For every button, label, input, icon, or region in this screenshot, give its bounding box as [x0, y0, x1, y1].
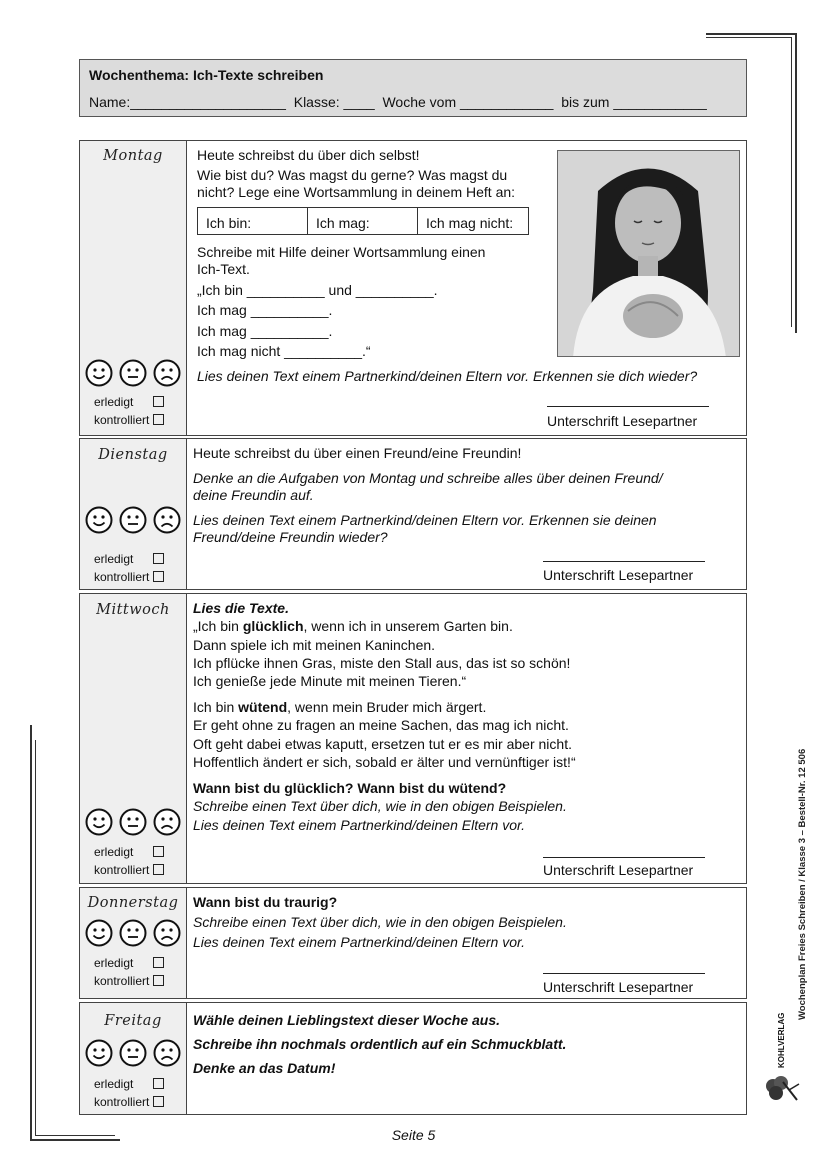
worksheet-header [79, 59, 747, 117]
montag-read-aloud: Lies deinen Text einem Partnerkind/deinen Eltern vor. Erkennen sie dich wieder? [197, 368, 698, 384]
mittwoch-read: Lies deinen Text einem Partnerkind/deinen Eltern vor. [193, 817, 526, 833]
dienstag-task-2: deine Freundin auf. [193, 487, 314, 503]
checkbox-icon[interactable] [153, 846, 164, 857]
smiley-happy-icon[interactable] [85, 808, 113, 836]
smiley-neutral-icon[interactable] [119, 919, 147, 947]
dienstag-task-1: Denke an die Aufgaben von Montag und schreibe alles über deinen Freund/ [193, 470, 663, 486]
smiley-rating[interactable] [85, 359, 181, 387]
mittwoch-text-2-line-4: Hoffentlich ändert er sich, sobald er älter und vernünftiger ist!“ [193, 754, 576, 770]
smiley-sad-icon[interactable] [153, 919, 181, 947]
mittwoch-text-2-line-3: Oft geht dabei etwas kaputt, ersetzen tut er es mir aber nicht. [193, 736, 572, 752]
donnerstag-question: Wann bist du traurig? [193, 894, 338, 910]
dienstag-intro: Heute schreibst du über einen Freund/eine Freundin! [193, 445, 522, 461]
day-sidebar [80, 1003, 187, 1114]
checked-checkbox[interactable]: kontrolliert [94, 570, 164, 584]
donnerstag-read: Lies deinen Text einem Partnerkind/deinen Eltern vor. [193, 934, 526, 950]
day-name: Montag [103, 148, 163, 164]
done-checkbox[interactable]: erledigt [94, 956, 164, 970]
table-cell: Ich mag nicht: [426, 215, 514, 231]
table-cell: Ich mag: [308, 208, 418, 234]
signature-line [543, 857, 705, 858]
smiley-happy-icon[interactable] [85, 1039, 113, 1067]
smiley-neutral-icon[interactable] [119, 808, 147, 836]
freitag-task-3: Denke an das Datum! [193, 1060, 336, 1076]
smiley-neutral-icon[interactable] [119, 506, 147, 534]
day-name: Freitag [104, 1013, 162, 1029]
smiley-sad-icon[interactable] [153, 808, 181, 836]
checked-checkbox[interactable]: kontrolliert [94, 413, 164, 427]
checkbox-icon[interactable] [153, 975, 164, 986]
montag-question-1: Wie bist du? Was magst du gerne? Was magst du [197, 167, 508, 183]
smiley-happy-icon[interactable] [85, 506, 113, 534]
smiley-rating[interactable] [85, 1039, 181, 1067]
mittwoch-heading: Lies die Texte. [193, 600, 289, 616]
checkbox-icon[interactable] [153, 414, 164, 425]
table-cell: Ich bin: [198, 208, 308, 234]
montag-template-3: Ich mag __________. [197, 323, 333, 339]
signature-label: Unterschrift Lesepartner [547, 413, 698, 429]
smiley-rating[interactable] [85, 808, 181, 836]
signature-label: Unterschrift Lesepartner [543, 862, 694, 878]
signature-line [543, 973, 705, 974]
publisher-name: KOHLVERLAG [777, 1012, 786, 1068]
signature-label: Unterschrift Lesepartner [543, 979, 694, 995]
checked-checkbox[interactable]: kontrolliert [94, 974, 164, 988]
mittwoch-text-1-line-4: Ich genieße jede Minute mit meinen Tieren.“ [193, 673, 467, 689]
publication-label: Wochenplan Freies Schreiben / Klasse 3 – Bestell-Nr. 12 506 [797, 748, 808, 1020]
day-name: Dienstag [98, 447, 168, 463]
checkbox-icon[interactable] [153, 957, 164, 968]
done-checkbox[interactable]: erledigt [94, 552, 164, 566]
girl-portrait-photo [557, 150, 740, 357]
page-number: Seite 5 [391, 1127, 436, 1143]
day-sidebar [80, 888, 187, 998]
mittwoch-text-2-line-1: Ich bin wütend, wenn mein Bruder mich ärgert. [193, 699, 487, 715]
day-sidebar [80, 439, 187, 589]
mittwoch-question: Wann bist du glücklich? Wann bist du wütend? [193, 780, 507, 796]
smiley-rating[interactable] [85, 919, 181, 947]
day-name: Donnerstag [87, 895, 179, 911]
publisher-tree-icon [763, 1074, 803, 1104]
day-name: Mittwoch [96, 602, 170, 618]
checkbox-icon[interactable] [153, 396, 164, 407]
checkbox-icon[interactable] [153, 864, 164, 875]
signature-line [547, 406, 709, 407]
done-checkbox[interactable]: erledigt [94, 395, 164, 409]
worksheet-title: Wochenthema: Ich-Texte schreiben [89, 67, 324, 83]
mittwoch-text-2-line-2: Er geht ohne zu fragen an meine Sachen, das mag ich nicht. [193, 717, 569, 733]
signature-label: Unterschrift Lesepartner [543, 567, 694, 583]
smiley-happy-icon[interactable] [85, 359, 113, 387]
dienstag-read-2: Freund/deine Freundin wieder? [193, 529, 388, 545]
mittwoch-task: Schreibe einen Text über dich, wie in den obigen Beispielen. [193, 798, 567, 814]
freitag-task-2: Schreibe ihn nochmals ordentlich auf ein Schmuckblatt. [193, 1036, 567, 1052]
day-sidebar [80, 594, 187, 883]
done-checkbox[interactable]: erledigt [94, 1077, 164, 1091]
checkbox-icon[interactable] [153, 571, 164, 582]
smiley-sad-icon[interactable] [153, 1039, 181, 1067]
day-sidebar [80, 141, 187, 435]
checkbox-icon[interactable] [153, 1078, 164, 1089]
montag-task: Schreibe mit Hilfe deiner Wortsammlung einen [197, 244, 486, 260]
checkbox-icon[interactable] [153, 1096, 164, 1107]
smiley-neutral-icon[interactable] [119, 1039, 147, 1067]
signature-line [543, 561, 705, 562]
smiley-neutral-icon[interactable] [119, 359, 147, 387]
checkbox-icon[interactable] [153, 553, 164, 564]
dienstag-read-1: Lies deinen Text einem Partnerkind/deinen Eltern vor. Erkennen sie deinen [193, 512, 657, 528]
word-collection-table [197, 207, 529, 235]
smiley-sad-icon[interactable] [153, 506, 181, 534]
montag-template-1: „Ich bin __________ und __________. [197, 282, 438, 298]
smiley-rating[interactable] [85, 506, 181, 534]
mittwoch-text-1-line-1: „Ich bin glücklich, wenn ich in unserem Garten bin. [193, 618, 513, 634]
smiley-happy-icon[interactable] [85, 919, 113, 947]
publisher-logo [777, 1012, 797, 1070]
done-checkbox[interactable]: erledigt [94, 845, 164, 859]
name-class-week-fields: Name:____________________ Klasse: ____ Woche vom ____________ bis zum ____________ [89, 94, 707, 110]
montag-template-2: Ich mag __________. [197, 302, 333, 318]
freitag-task-1: Wähle deinen Lieblingstext dieser Woche aus. [193, 1012, 501, 1028]
montag-task-2: Ich-Text. [197, 261, 250, 277]
montag-question-2: nicht? Lege eine Wortsammlung in deinem Heft an: [197, 184, 516, 200]
mittwoch-text-1-line-2: Dann spiele ich mit meinen Kaninchen. [193, 637, 436, 653]
checked-checkbox[interactable]: kontrolliert [94, 863, 164, 877]
smiley-sad-icon[interactable] [153, 359, 181, 387]
mittwoch-text-1-line-3: Ich pflücke ihnen Gras, miste den Stall aus, das ist so schön! [193, 655, 571, 671]
montag-template-4: Ich mag nicht __________.“ [197, 343, 371, 359]
montag-intro: Heute schreibst du über dich selbst! [197, 147, 420, 163]
donnerstag-task: Schreibe einen Text über dich, wie in den obigen Beispielen. [193, 914, 567, 930]
checked-checkbox[interactable]: kontrolliert [94, 1095, 164, 1109]
